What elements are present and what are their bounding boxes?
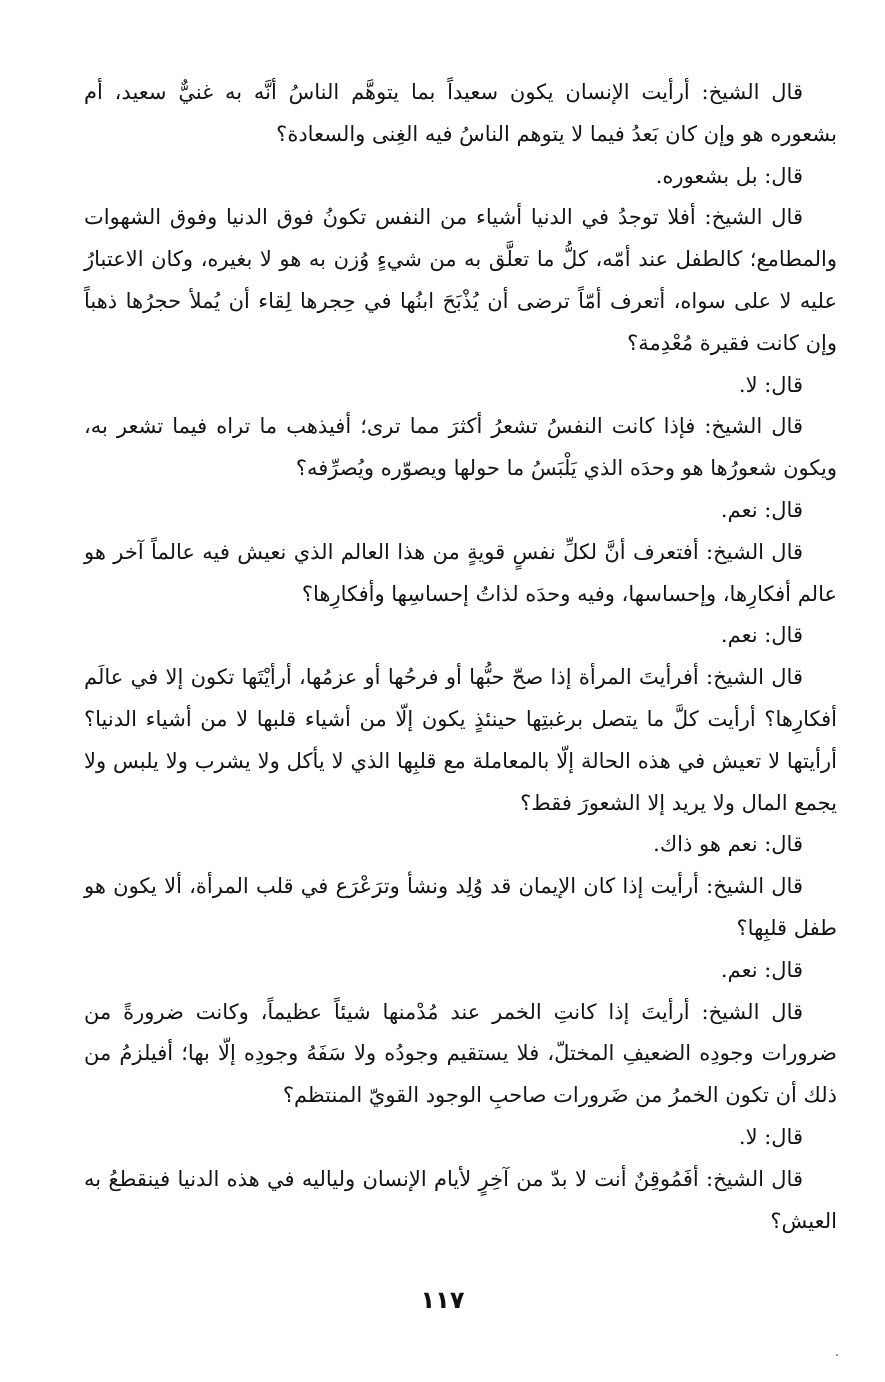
dialogue-question: قال الشيخ: أرأيتَ إذا كانتِ الخمر عند مُدْمنها شيئاً عظيماً، وكانت ضرورةً من ضرورات وجودِه الضعيفِ المختلّ، فلا يستقيم وجودُه ولا سَفَهُ وجودِه إلّا بها؛ أفيلزمُ من ذلك أن تكون الخمرُ من ضَرورات صاحبِ الوجود القويّ المنتظم؟: [84, 999, 837, 1108]
dialogue-reply: قال: لا.: [738, 1124, 803, 1149]
dialogue-question: قال الشيخ: أفَمُوقِنٌ أنت لا بدّ من آخِرٍ لأيام الإنسان ولياليه في هذه الدنيا فينقطعُ به العيش؟: [84, 1166, 837, 1233]
dialogue-question: قال الشيخ: أفلا توجدُ في الدنيا أشياء من النفس تكونُ فوق الدنيا وفوق الشهوات والمطامع؛ كالطفل عند أمّه، كلُّ ما تعلَّق به من شيءٍ وُزن به هو لا بغيره، وكان الاعتبارُ عليه لا على سواه، أتعرف أمّاً ترضى أن يُذْبَحَ ابنُها في حِجرها لِقاء أن يُملأ حجرُها ذهباً وإن كانت فقيرة مُعْدِمة؟: [84, 205, 837, 355]
dialogue-reply: قال: لا.: [738, 372, 803, 397]
dialogue-question: قال الشيخ: فإذا كانت النفسُ تشعرُ أكثرَ مما ترى؛ أفيذهب ما تراه فيما تشعر به، ويكون شعورُها هو وحدَه الذي يَلْبَسُ ما حولها ويصوّره ويُصرِّفه؟: [84, 414, 837, 481]
body-text: [84, 72, 837, 1242]
dialogue-reply: قال: نعم هو ذاك.: [653, 832, 803, 857]
dialogue-reply: قال: نعم.: [720, 497, 803, 522]
dialogue-reply: قال: بل بشعوره.: [655, 163, 803, 188]
dialogue-question: قال الشيخ: أرأيت الإنسان يكون سعيداً بما يتوهَّم الناسُ أنَّه به غنيٌّ سعيد، أم بشعوره هو وإن كان بَعدُ فيما لا يتوهم الناسُ فيه الغِنى والسعادة؟: [84, 80, 837, 146]
dialogue-question: قال الشيخ: أفرأيتَ المرأة إذا صحّ حبُّها أو فرحُها أو عزمُها، أرأيْتَها تكون إلا في عالَم أفكارِها؟ أرأيت كلَّ ما يتصل برغبتِها حينئذٍ يكون إلّا من أشياء قلبها لا من أشياء الدنيا؟ أرأيتها لا تعيش في هذه الحالة إلّا بالمعاملة مع قلبِها الذي لا يأكل ولا يشرب ولا يلبس ولا يجمع المال ولا يريد إلا الشعورَ فقط؟: [84, 665, 837, 815]
dialogue-reply: قال: نعم.: [720, 957, 803, 982]
dialogue-question: قال الشيخ: أفتعرف أنَّ لكلِّ نفسٍ قويةٍ من هذا العالم الذي نعيش فيه عالماً آخر هو عالم أفكارِها، وإحساسها، وفيه وحدَه لذاتُ إحساسِها وأفكارِها؟: [84, 539, 837, 606]
dialogue-reply: قال: نعم.: [720, 623, 803, 648]
page-number: ١١٧: [420, 1286, 465, 1314]
dialogue-question: قال الشيخ: أرأيت إذا كان الإيمان قد وُلِد ونشأ وترَعْرَع في قلب المرأة، ألا يكون هو طفل قلبِها؟: [84, 874, 837, 940]
scan-speck: [836, 1354, 838, 1356]
